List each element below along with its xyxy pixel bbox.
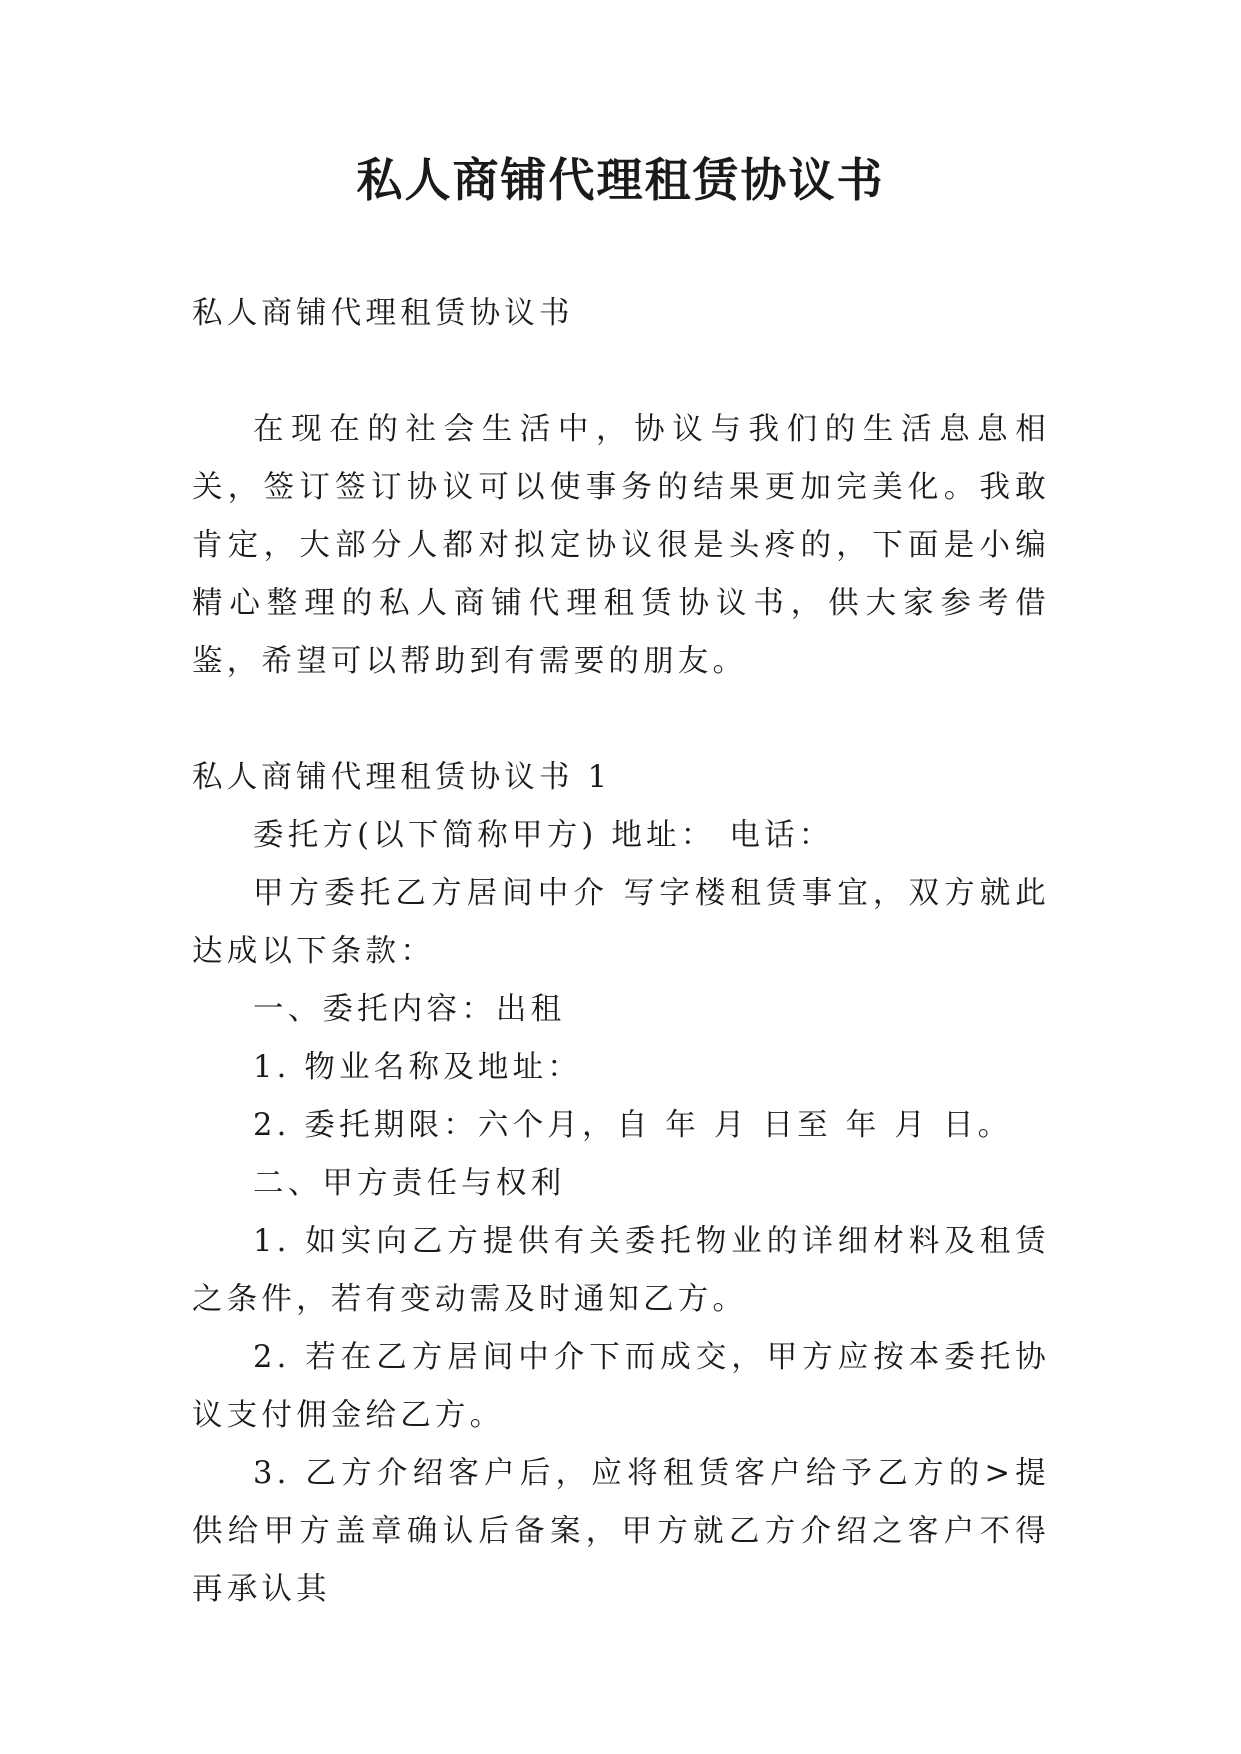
document-title: 私人商铺代理租赁协议书 (356, 153, 885, 207)
paragraph-term: 2. 委托期限：六个月，自 年 月 日至 年 月 日。 (253, 1108, 1013, 1143)
spacer (192, 343, 1050, 401)
document-body (192, 285, 1050, 1619)
paragraph-property-name: 1. 物业名称及地址： (253, 1050, 582, 1085)
paragraph-clause-2: 二、甲方责任与权利 (253, 1166, 566, 1201)
paragraph-entrust: 甲方委托乙方居间中介 写字楼租赁事宜，双方就此达成以下条款： (192, 876, 1050, 969)
paragraph-client: 委托方(以下简称甲方) 地址： 电话： (253, 818, 834, 853)
paragraph-item-2: 2. 若在乙方居间中介下而成交，甲方应按本委托协议支付佣金给乙方。 (192, 1340, 1050, 1433)
paragraph-clause-1: 一、委托内容：出租 (253, 992, 566, 1027)
spacer (192, 691, 1050, 749)
section-heading: 私人商铺代理租赁协议书 1 (192, 760, 612, 795)
paragraph-item-3: 3. 乙方介绍客户后，应将租赁客户给予乙方的>提供给甲方盖章确认后备案，甲方就乙方介绍之客户不得再承认其 (192, 1456, 1050, 1607)
paragraph-item-1: 1. 如实向乙方提供有关委托物业的详细材料及租赁之条件，若有变动需及时通知乙方。 (192, 1224, 1050, 1317)
intro-paragraph: 在现在的社会生活中，协议与我们的生活息息相关，签订签订协议可以使事务的结果更加完美化。我敢肯定，大部分人都对拟定协议很是头疼的，下面是小编精心整理的私人商铺代理租赁协议书，供大家参考借鉴，希望可以帮助到有需要的朋友。 (192, 412, 1050, 679)
document-subtitle: 私人商铺代理租赁协议书 (192, 296, 574, 331)
